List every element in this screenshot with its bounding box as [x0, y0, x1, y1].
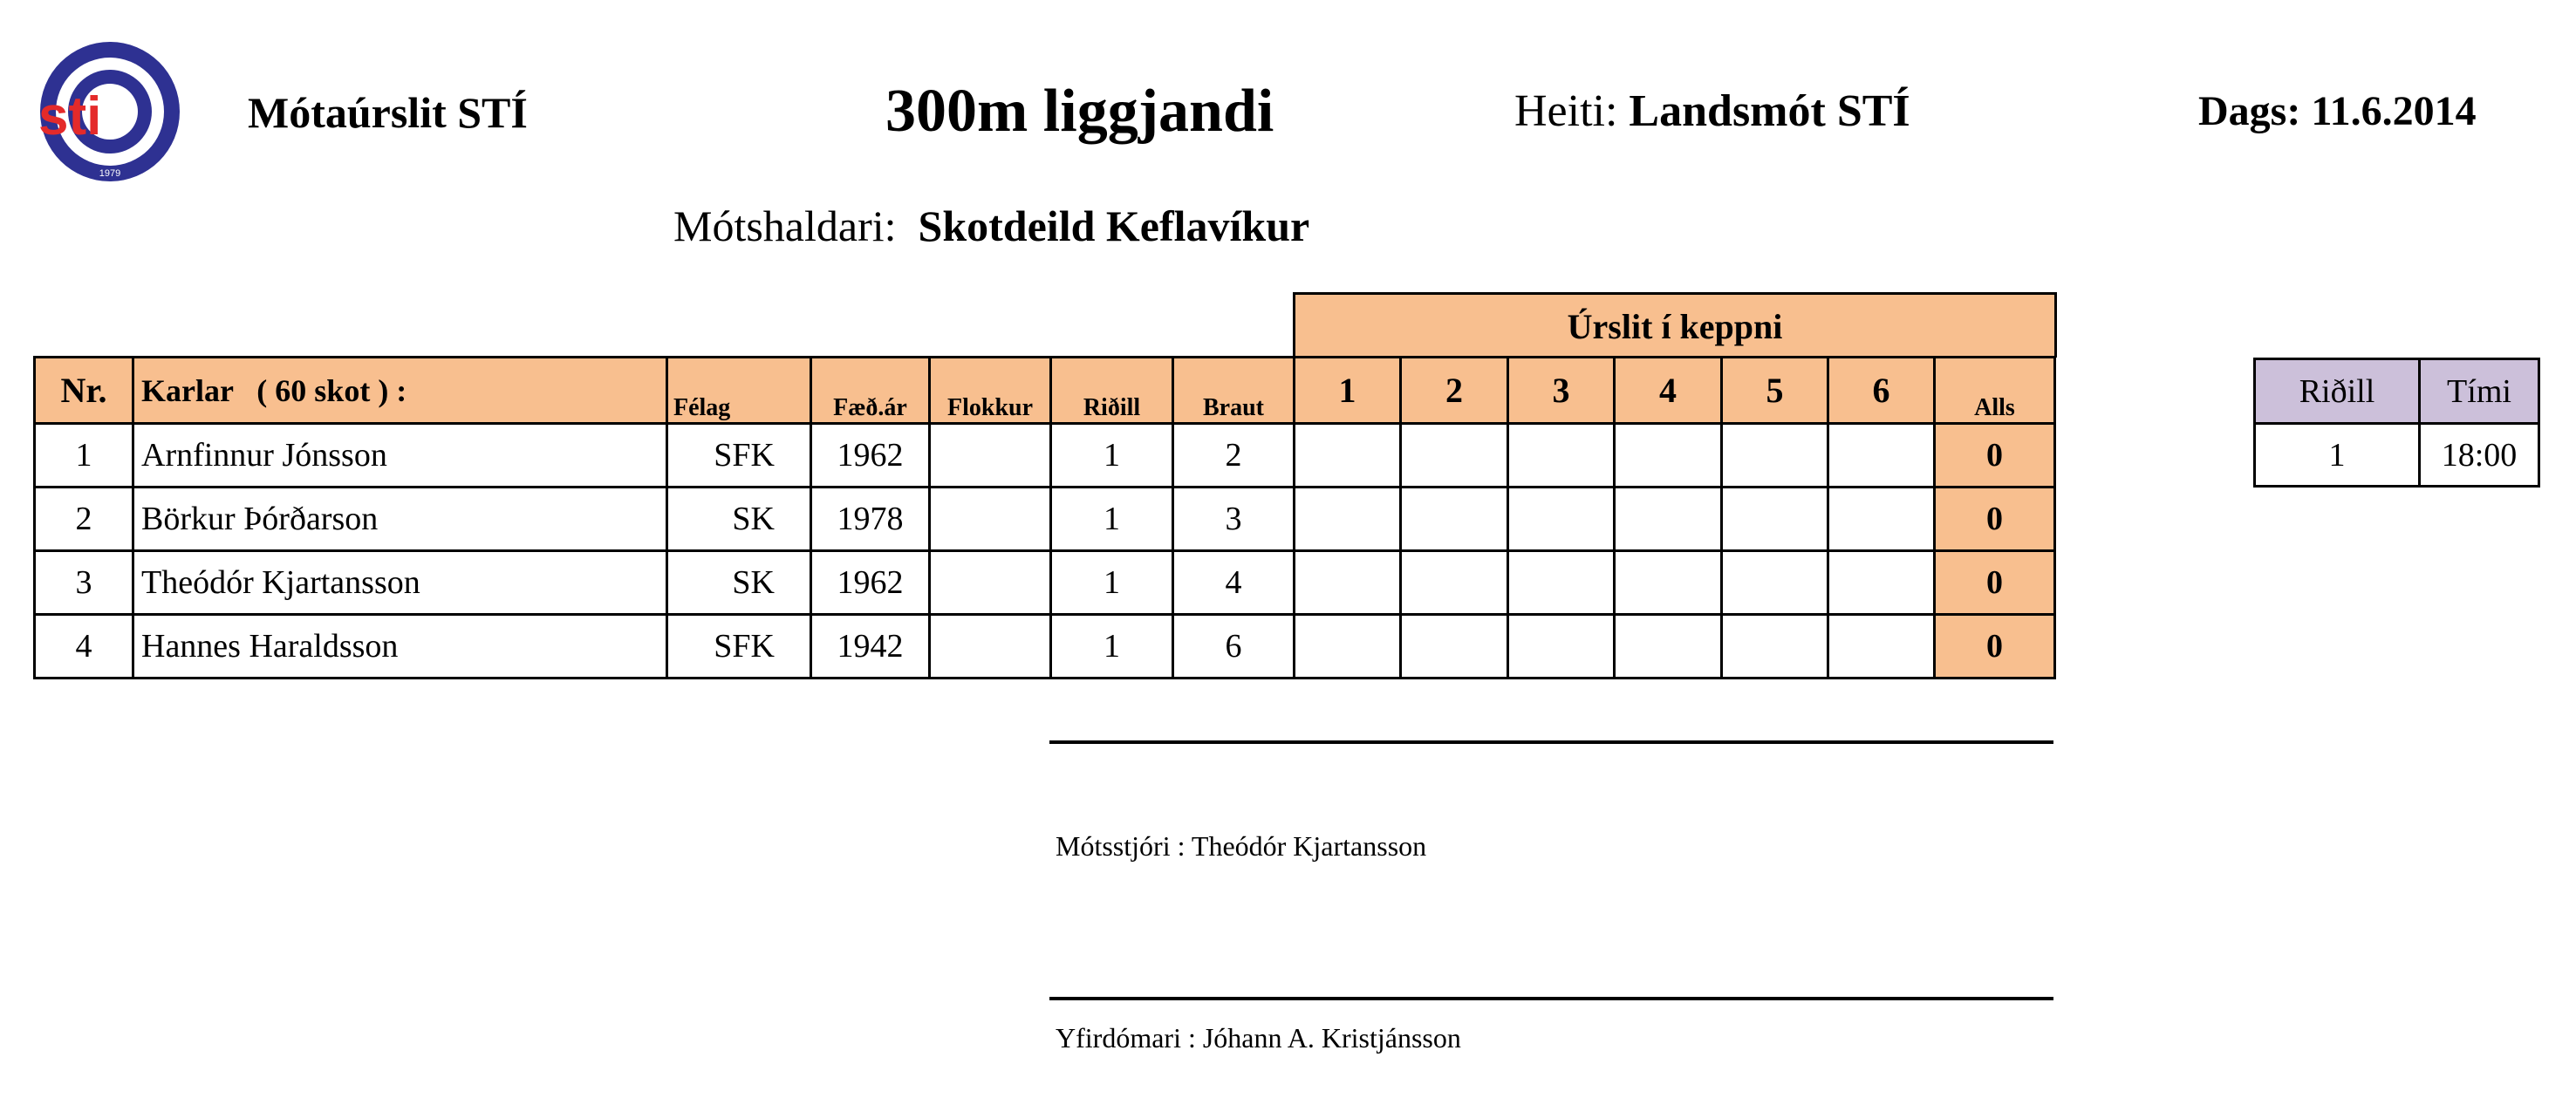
schedule-row [2255, 424, 2539, 487]
cell-series-5 [1722, 615, 1828, 679]
cell-series-6 [1828, 551, 1935, 615]
cell-series-2 [1401, 551, 1508, 615]
cell-name: Börkur Þórðarson [133, 488, 667, 551]
cell-nr: 4 [35, 615, 133, 679]
table-row [35, 488, 2055, 551]
sti-logo [35, 37, 185, 187]
event-title: 300m liggjandi [885, 78, 1274, 145]
cell-series-1 [1295, 615, 1401, 679]
cell-series-3 [1508, 551, 1615, 615]
col-total: Alls [1935, 358, 2055, 424]
cell-class [930, 424, 1051, 488]
cell-club: SK [667, 551, 811, 615]
signature-line-judge [1049, 997, 2053, 1000]
cell-nr: 3 [35, 551, 133, 615]
col-relay: Riðill [1051, 358, 1173, 424]
cell-series-5 [1722, 424, 1828, 488]
col-series-6: 6 [1828, 358, 1935, 424]
cell-lane: 6 [1173, 615, 1295, 679]
heiti-label: Heiti: [1514, 86, 1618, 136]
cell-series-1 [1295, 551, 1401, 615]
cell-relay: 1 [1051, 488, 1173, 551]
schedule-time: 18:00 [2420, 424, 2539, 487]
table-row [35, 551, 2055, 615]
cell-year: 1962 [811, 551, 930, 615]
svg-text:sti: sti [38, 86, 102, 147]
col-year: Fæð.ár [811, 358, 930, 424]
cell-series-2 [1401, 615, 1508, 679]
cell-total: 0 [1935, 488, 2055, 551]
cell-name: Hannes Haraldsson [133, 615, 667, 679]
cell-lane: 2 [1173, 424, 1295, 488]
schedule-col-relay: Riðill [2255, 359, 2420, 424]
cell-series-4 [1615, 615, 1722, 679]
document-title: Mótaúrslit STÍ [248, 88, 528, 137]
cell-series-1 [1295, 488, 1401, 551]
cell-name: Arnfinnur Jónsson [133, 424, 667, 488]
cell-lane: 3 [1173, 488, 1295, 551]
cell-name: Theódór Kjartansson [133, 551, 667, 615]
date: Dags: 11.6.2014 [2198, 88, 2477, 134]
cell-total: 0 [1935, 424, 2055, 488]
cell-series-6 [1828, 424, 1935, 488]
svg-text:1979: 1979 [99, 168, 121, 179]
director: Mótsstjóri : Theódór Kjartansson [1056, 830, 1427, 862]
col-series-4: 4 [1615, 358, 1722, 424]
col-series-2: 2 [1401, 358, 1508, 424]
col-series-5: 5 [1722, 358, 1828, 424]
host-value: Skotdeild Keflavíkur [918, 201, 1310, 250]
col-lane: Braut [1173, 358, 1295, 424]
table-row [35, 424, 2055, 488]
col-series-3: 3 [1508, 358, 1615, 424]
cell-year: 1978 [811, 488, 930, 551]
cell-series-4 [1615, 424, 1722, 488]
schedule-col-time: Tími [2420, 359, 2539, 424]
cell-series-5 [1722, 551, 1828, 615]
cell-lane: 4 [1173, 551, 1295, 615]
signature-line-director [1049, 740, 2053, 744]
cell-series-6 [1828, 615, 1935, 679]
cell-series-2 [1401, 488, 1508, 551]
cell-total: 0 [1935, 615, 2055, 679]
col-class: Flokkur [930, 358, 1051, 424]
event-name [1514, 85, 1910, 137]
col-name: Karlar ( 60 skot ) : [133, 358, 667, 424]
cell-club: SFK [667, 615, 811, 679]
cell-series-4 [1615, 551, 1722, 615]
cell-series-4 [1615, 488, 1722, 551]
cell-club: SFK [667, 424, 811, 488]
col-club: Félag [667, 358, 811, 424]
cell-series-6 [1828, 488, 1935, 551]
table-header-row [35, 358, 2055, 424]
cell-relay: 1 [1051, 424, 1173, 488]
cell-series-3 [1508, 615, 1615, 679]
cell-total: 0 [1935, 551, 2055, 615]
cell-club: SK [667, 488, 811, 551]
cell-class [930, 551, 1051, 615]
heiti-value: Landsmót STÍ [1629, 86, 1910, 136]
host [673, 201, 1309, 251]
results-header: Úrslit í keppni [1293, 292, 2057, 358]
cell-relay: 1 [1051, 551, 1173, 615]
cell-class [930, 488, 1051, 551]
cell-series-1 [1295, 424, 1401, 488]
host-label: Mótshaldari: [673, 201, 897, 250]
cell-year: 1962 [811, 424, 930, 488]
schedule-table [2253, 358, 2540, 488]
cell-series-3 [1508, 424, 1615, 488]
cell-year: 1942 [811, 615, 930, 679]
col-series-1: 1 [1295, 358, 1401, 424]
cell-relay: 1 [1051, 615, 1173, 679]
results-table [33, 356, 2056, 679]
judge: Yfirdómari : Jóhann A. Kristjánsson [1056, 1022, 1461, 1054]
cell-nr: 1 [35, 424, 133, 488]
cell-nr: 2 [35, 488, 133, 551]
col-nr: Nr. [35, 358, 133, 424]
cell-series-3 [1508, 488, 1615, 551]
cell-class [930, 615, 1051, 679]
cell-series-2 [1401, 424, 1508, 488]
table-row [35, 615, 2055, 679]
cell-series-5 [1722, 488, 1828, 551]
schedule-relay: 1 [2255, 424, 2420, 487]
